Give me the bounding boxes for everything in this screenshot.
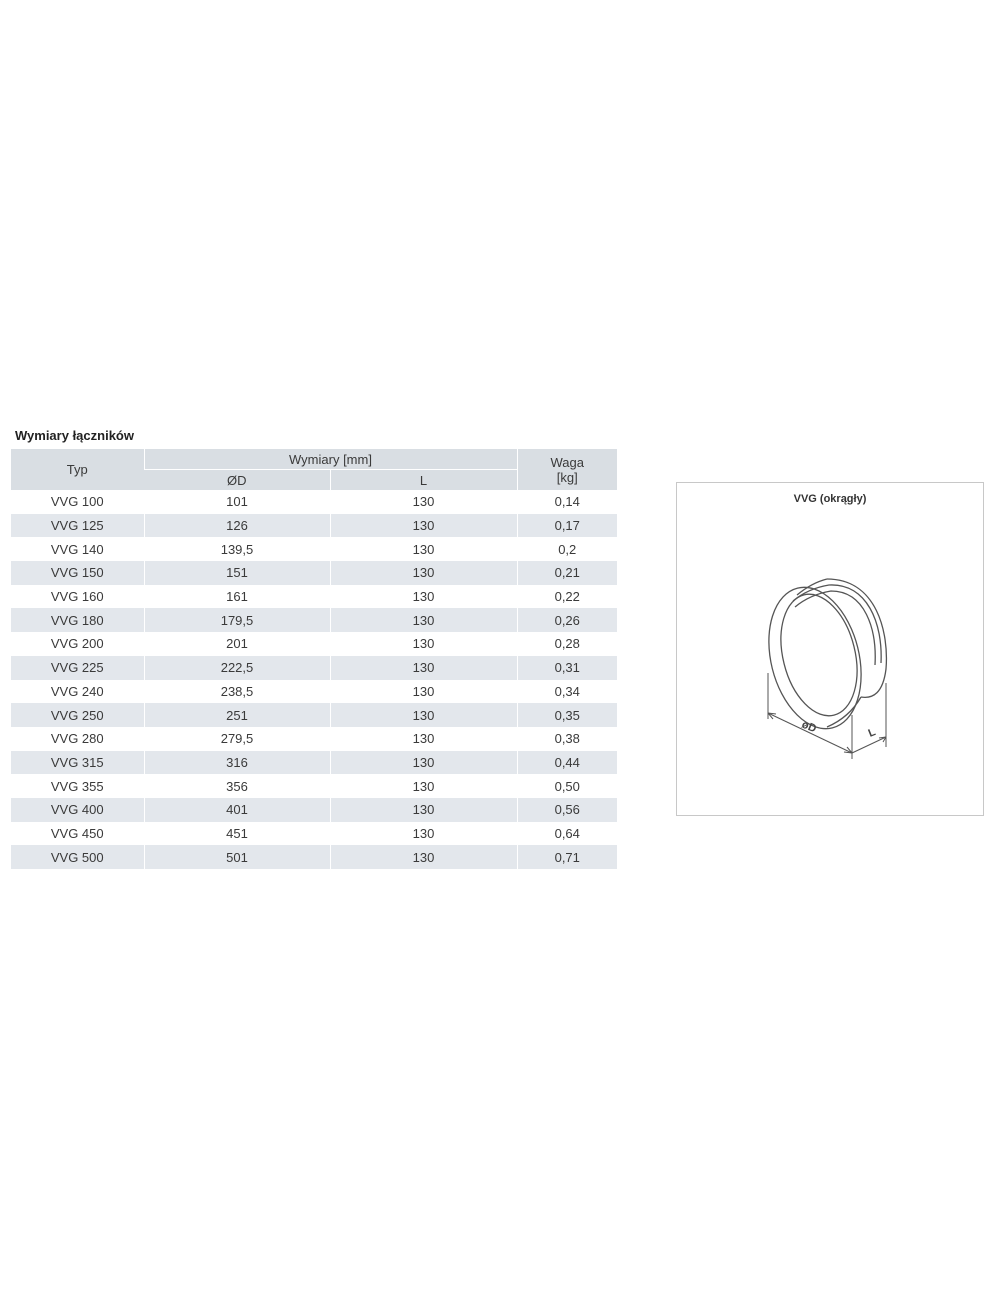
cell-typ: VVG 240 (50, 683, 104, 699)
cell-typ: VVG 315 (11, 751, 144, 775)
section-title: Wymiary łączników (15, 428, 134, 443)
cell-weight: 0,31 (517, 656, 617, 680)
cell-weight: 0,71 (517, 845, 617, 869)
cell-diameter: 316 (144, 751, 330, 775)
cell-typ: VVG 280 (50, 731, 104, 747)
cell-length: 130 (330, 490, 517, 514)
table-row (11, 656, 617, 680)
cell-weight: 0,38 (517, 727, 617, 751)
cell-typ: VVG 225 (11, 656, 144, 680)
table-row (11, 798, 617, 822)
cell-diameter: 238,5 (144, 680, 330, 704)
cell-length: 130 (330, 703, 517, 727)
header-diameter: ØD (144, 470, 330, 491)
cell-length: 130 (330, 585, 517, 609)
cell-weight: 0,2 (517, 537, 617, 561)
cell-typ: VVG 150 (11, 561, 144, 585)
table-row (11, 490, 617, 514)
dim-d-label: øD (799, 718, 818, 736)
cell-typ: VVG 140 (50, 541, 104, 557)
cell-length: 130 (330, 845, 517, 869)
table-row (11, 585, 617, 609)
cell-diameter: 501 (144, 845, 330, 869)
figure-title: VVG (okrągły) (793, 493, 867, 505)
cell-typ: VVG 125 (11, 514, 144, 538)
cell-typ: VVG 500 (11, 845, 144, 869)
cell-typ: VVG 355 (50, 778, 104, 794)
cell-diameter: 279,5 (144, 727, 330, 751)
header-typ: Typ (11, 449, 144, 490)
dimensions-table (11, 449, 617, 869)
cell-weight: 0,35 (517, 703, 617, 727)
cell-typ: VVG 450 (50, 825, 104, 841)
product-figure (676, 482, 984, 816)
header-weight (517, 449, 617, 490)
cell-diameter: 251 (144, 703, 330, 727)
table-row (11, 680, 617, 704)
header-weight-unit: [kg] (556, 469, 578, 485)
table-row (11, 751, 617, 775)
cell-typ: VVG 160 (50, 589, 104, 605)
connector-drawing (677, 483, 985, 817)
cell-length: 130 (330, 751, 517, 775)
cell-diameter: 139,5 (144, 537, 330, 561)
table-row (11, 608, 617, 632)
cell-diameter: 201 (144, 632, 330, 656)
header-weight-label: Waga (550, 454, 584, 470)
cell-typ: VVG 250 (11, 703, 144, 727)
cell-length: 130 (330, 561, 517, 585)
table-row (11, 845, 617, 869)
cell-diameter: 222,5 (144, 656, 330, 680)
cell-length: 130 (330, 774, 517, 798)
table-row (11, 537, 617, 561)
cell-typ: VVG 200 (50, 636, 104, 652)
cell-weight: 0,17 (517, 514, 617, 538)
cell-diameter: 161 (144, 585, 330, 609)
header-dimensions-group: Wymiary [mm] (144, 449, 517, 470)
cell-weight: 0,44 (517, 751, 617, 775)
cell-length: 130 (330, 822, 517, 846)
table-row (11, 632, 617, 656)
cell-length: 130 (330, 608, 517, 632)
cell-length: 130 (330, 632, 517, 656)
cell-weight: 0,64 (517, 822, 617, 846)
cell-diameter: 151 (144, 561, 330, 585)
table-row (11, 774, 617, 798)
cell-weight: 0,56 (517, 798, 617, 822)
table-row (11, 561, 617, 585)
cell-length: 130 (330, 656, 517, 680)
table-row (11, 514, 617, 538)
cell-diameter: 101 (144, 490, 330, 514)
cell-typ: VVG 180 (11, 608, 144, 632)
cell-weight: 0,28 (517, 632, 617, 656)
dim-l-label: L (866, 726, 878, 740)
cell-weight: 0,21 (517, 561, 617, 585)
cell-weight: 0,26 (517, 608, 617, 632)
cell-diameter: 179,5 (144, 608, 330, 632)
cell-weight: 0,50 (517, 774, 617, 798)
cell-diameter: 401 (144, 798, 330, 822)
cell-length: 130 (330, 680, 517, 704)
table-row (11, 822, 617, 846)
cell-diameter: 356 (144, 774, 330, 798)
cell-weight: 0,34 (517, 680, 617, 704)
table-row (11, 727, 617, 751)
coupling-front-inner (769, 586, 869, 724)
cell-typ: VVG 400 (11, 798, 144, 822)
cell-length: 130 (330, 727, 517, 751)
header-length: L (330, 470, 517, 491)
dim-l-line (852, 737, 886, 753)
coupling-bead-inner (795, 591, 875, 665)
cell-typ: VVG 100 (50, 494, 104, 510)
table-row (11, 703, 617, 727)
cell-length: 130 (330, 537, 517, 561)
cell-diameter: 451 (144, 822, 330, 846)
table-body (11, 490, 617, 869)
cell-length: 130 (330, 798, 517, 822)
cell-length: 130 (330, 514, 517, 538)
cell-weight: 0,14 (517, 490, 617, 514)
cell-weight: 0,22 (517, 585, 617, 609)
cell-diameter: 126 (144, 514, 330, 538)
